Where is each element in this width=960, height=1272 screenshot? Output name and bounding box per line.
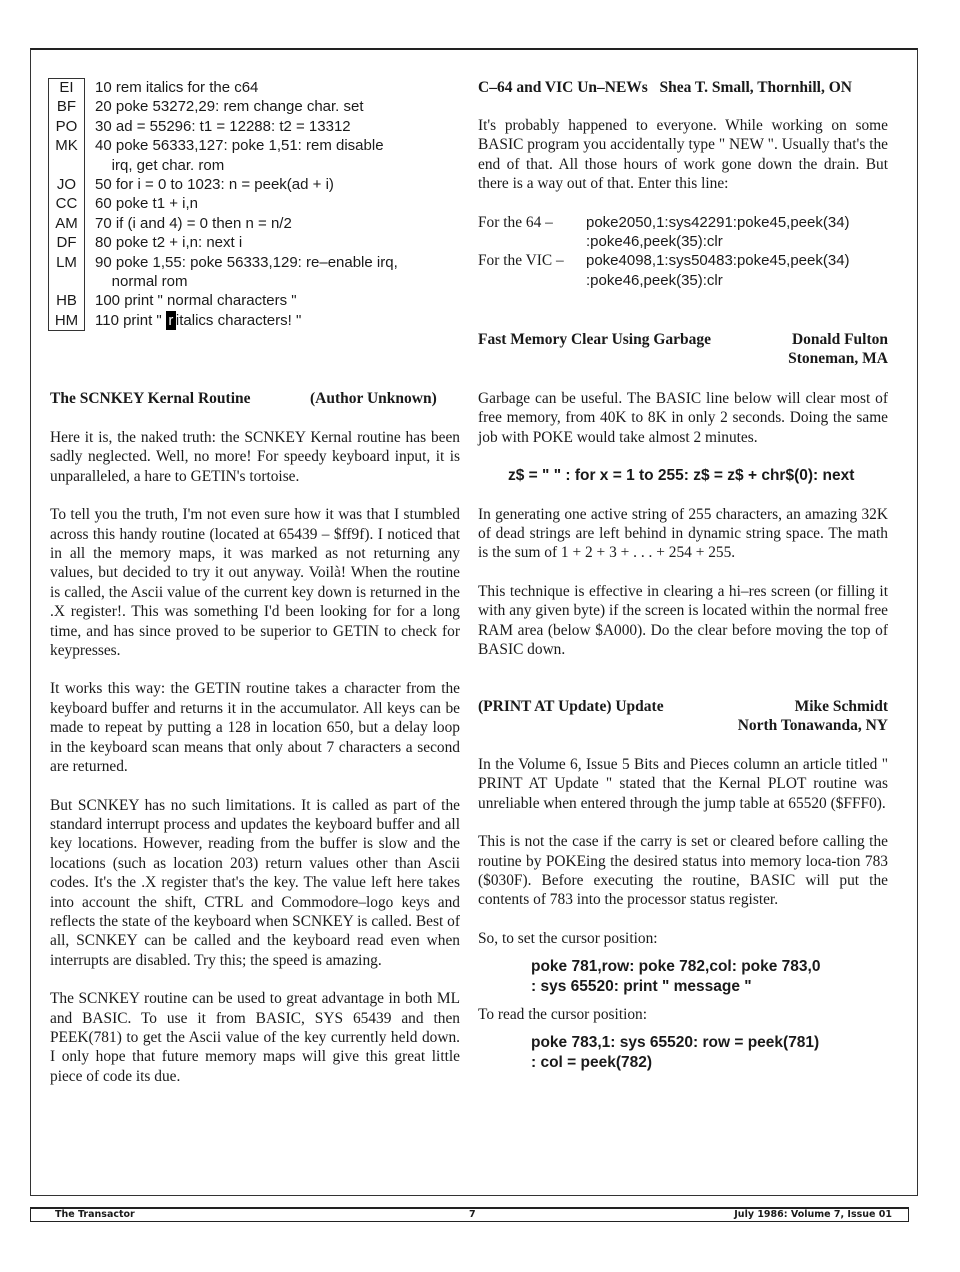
article-author: Donald Fulton <box>791 331 888 348</box>
listing-line <box>48 117 458 136</box>
paragraph: It's probably happened to everyone. While working on some BASIC program you accidentally type " NEW ". Usually that's the end of that. All those hours of work gone down the drain. But there is a way out of that. Enter this line: <box>478 117 888 193</box>
code-text: 20 poke 53272,29: rem change char. set <box>95 98 364 116</box>
listing-line <box>48 78 458 97</box>
paragraph: It works this way: the GETIN routine takes a character from the keyboard buffer and returns it in the accumulator. All keys can be made to repeat by putting a 128 in location 650, but a delay loop in the keyboard scan means that only about 7 characters a second are returned. <box>50 680 460 776</box>
code-entry: For the VIC – poke4098,1:sys50483:poke45,peek(34) :poke46,peek(35):clr <box>478 252 850 289</box>
checksum-code <box>48 272 85 291</box>
code-entries <box>478 213 888 291</box>
article-printat <box>478 697 888 1072</box>
article-author: Mike Schmidt <box>794 698 888 715</box>
paragraph: To read the cursor position: <box>478 1006 648 1024</box>
page-footer <box>30 1207 909 1222</box>
reverse-char: r <box>166 311 176 330</box>
checksum-code: HM <box>48 311 85 330</box>
code-text: normal rom <box>95 273 188 291</box>
checksum-code: JO <box>48 175 85 194</box>
code-text: 100 print " normal characters " <box>95 292 297 310</box>
listing-line <box>48 175 458 194</box>
paragraph: The SCNKEY routine can be used to great advantage in both ML and BASIC. To use it from BASIC, SYS 65439 and then PEEK(781) to get the Ascii value of the key currently held down. I only hope that future memory maps will give this great little piece of code its due. <box>50 990 460 1085</box>
issue-info: July 1986: Volume 7, Issue 01 <box>734 1209 892 1220</box>
listing-line <box>48 97 458 116</box>
article-location: North Tonawanda, NY <box>737 717 888 734</box>
code-line: z$ = " " : for x = 1 to 255: z$ = z$ + chr$(0): next <box>508 467 855 485</box>
code-block: poke 783,1: sys 65520: row = peek(781) : col = peek(782) <box>531 1034 820 1071</box>
article-title: (PRINT AT Update) Update <box>478 698 664 715</box>
code-text: 50 for i = 0 to 1023: n = peek(ad + i) <box>95 176 334 194</box>
code-text: 90 poke 1,55: poke 56333,129: re–enable irq, <box>95 253 398 271</box>
checksum-code: CC <box>48 194 85 213</box>
code-text: 30 ad = 55296: t1 = 12288: t2 = 13312 <box>95 117 351 135</box>
article-title: Fast Memory Clear Using Garbage <box>478 331 712 348</box>
listing-line <box>48 272 458 291</box>
article-title: C–64 and VIC Un–NEWs <box>478 79 648 96</box>
paragraph: This is not the case if the carry is set or cleared before calling the routine by POKEing the desired status into memory loca-tion 783 ($030F). Before executing the routine, BASIC will put the contents of 783 into the processor status register. <box>478 833 888 909</box>
listing-line <box>48 156 458 175</box>
article-location: Stoneman, MA <box>788 350 888 367</box>
listing-line <box>48 214 458 233</box>
article-author: (Author Unknown) <box>310 390 437 407</box>
checksum-code <box>48 156 85 175</box>
checksum-code: DF <box>48 233 85 252</box>
page-number: 7 <box>469 1209 476 1220</box>
checksum-code: PO <box>48 117 85 136</box>
paragraph: This technique is effective in clearing a hi–res screen (or filling it with any given byte) if the screen is located within the normal free RAM area (below $A000). Do the clear before moving the top of BASIC down. <box>478 582 888 659</box>
paragraph: In generating one active string of 255 characters, an amazing 32K of dead strings are left behind in dynamic string space. The math is the sum of 1 + 2 + 3 + . . . + 254 + 255. <box>478 505 888 562</box>
listing-line <box>48 311 458 330</box>
article-author: Shea T. Small, Thornhill, ON <box>659 79 852 96</box>
checksum-code: BF <box>48 97 85 116</box>
checksum-code: HB <box>48 291 85 310</box>
code-text: 80 poke t2 + i,n: next i <box>95 234 243 252</box>
magazine-name: The Transactor <box>55 1209 135 1220</box>
paragraph: Garbage can be useful. The BASIC line below will clear most of free memory, from 40K to 8K in only 2 seconds. Doing the same job with POKE would take almost 2 minutes. <box>478 390 888 446</box>
code-text <box>85 311 301 330</box>
paragraph: But SCNKEY has no such limitations. It is called as part of the standard interrupt process and updates the keyboard buffer and all key locations. However, reading from the buffer is slow and the locations (such as location 203) return values other than Ascii codes. It's the .X register that's the key. The value left here takes into account the shift, CTRL and Commodore–logo keys and reflects the state of the keyboard when SCNKEY is called. Best of all, SCNKEY can be called and the keyboard read even when interrupts are disabled. Try this; the speed is amazing. <box>50 796 460 969</box>
article-unnew <box>478 78 888 290</box>
listing-line <box>48 194 458 213</box>
code-text: 70 if (i and 4) = 0 then n = n/2 <box>95 214 292 232</box>
listing-line <box>48 233 458 252</box>
code-entry: For the 64 – poke2050,1:sys42291:poke45,peek(34) :poke46,peek(35):clr <box>478 213 850 251</box>
code-text: 10 rem italics for the c64 <box>95 79 259 96</box>
checksum-code: AM <box>48 214 85 233</box>
checksum-code: LM <box>48 253 85 272</box>
code-text: 40 poke 56333,127: poke 1,51: rem disable <box>95 137 384 155</box>
article-garbage <box>478 330 888 659</box>
code-text-pre: 110 print " <box>95 311 166 329</box>
checksum-code: EI <box>48 78 85 97</box>
listing-line <box>48 253 458 272</box>
listing-line <box>48 136 458 155</box>
paragraph: Here it is, the naked truth: the SCNKEY Kernal routine has been sadly neglected. Well, no more! For speedy keyboard input, it is unparalleled, a hare to GETIN's tortoise. <box>50 429 460 485</box>
paragraph: So, to set the cursor position: <box>478 929 658 947</box>
code-text: 60 poke t1 + i,n <box>95 195 198 213</box>
code-text-post: italics characters! " <box>175 311 302 329</box>
paragraph: In the Volume 6, Issue 5 Bits and Pieces column an article titled " PRINT AT Update " stated that the Kernal PLOT routine was unreliable when entered through the jump table at 65520 ($FFF0). <box>478 756 888 812</box>
program-listing <box>48 78 458 330</box>
code-text: irq, get char. rom <box>95 156 225 174</box>
listing-line <box>48 291 458 310</box>
code-block: poke 781,row: poke 782,col: poke 783,0 : sys 65520: print " message " <box>531 958 821 995</box>
article-scnkey <box>50 389 460 1086</box>
checksum-code: MK <box>48 136 85 155</box>
paragraph: To tell you the truth, I'm not even sure how it was that I stumbled across this handy routine (located at 65439 – $ff9f). I noticed that in all the memory maps, it was marked as not returning any values, but decided to try it out anyway. Voilà! When the routine is called, the Ascii value of the current key down is returned in the .X register!. This was something I'd been looking for for a long time, and has since proved to be superior to GETIN to check for keypresses. <box>50 506 460 660</box>
article-title: The SCNKEY Kernal Routine <box>50 390 251 407</box>
